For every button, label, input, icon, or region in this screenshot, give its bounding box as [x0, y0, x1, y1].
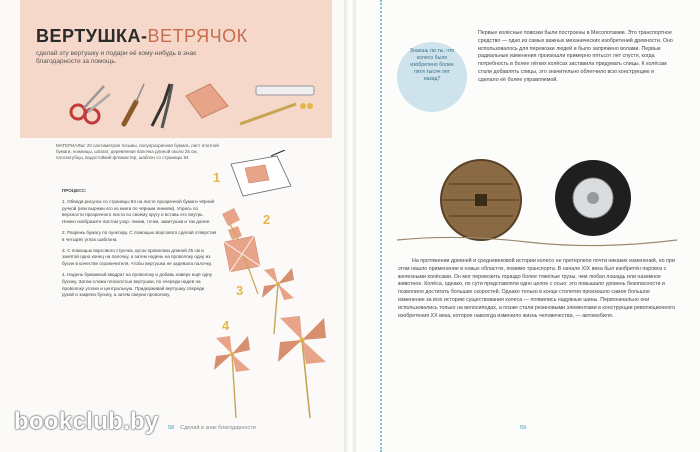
finished-pinwheel-icon — [278, 316, 326, 418]
pinwheel-steps-illustration — [214, 184, 338, 420]
awl-icon — [124, 84, 144, 124]
fact-bubble-text: Знаешь ли ты, что колесо было изобретено более пяти тысяч лет назад? — [409, 48, 455, 82]
section-name: Сделай в знак благодарности — [180, 425, 256, 431]
wire-icon — [256, 86, 314, 109]
book-gutter — [344, 0, 356, 452]
paragraph-1: Первые колёсные повозки были построены в Месопотамии. Это транспортное средство — одно из самых важных механических изобретений древности. Оно использовалось для перевозки людей и было запряжено волами. Первые радиальные изменения произошли примерно пятьсот лет спустя, когда потребность в более лёгких колёсах заставила придумать спицы. К колёсам стали добавлять спицы, это значительно облегчило всю конструкцию и сделало её более управляемой. — [478, 30, 673, 83]
step-2-cut-square-icon — [224, 236, 260, 294]
step-4-pinwheel-icon — [214, 336, 250, 418]
step-number-1: 1 — [213, 170, 221, 185]
page-title — [36, 26, 248, 47]
steps-list — [62, 188, 217, 303]
materials-note: МАТЕРИАЛЫ: 20 сантиметров тесьмы, полупрозрачная бумага, лист плотной бумаги, ножницы, шпагат, деревянная палочка длиной около 25 см, плоскогубцы, водостойкий фломастер, шаблон со страницы 94 — [56, 143, 219, 160]
tools-illustration — [60, 72, 320, 132]
watermark-logo: bookclub.by — [14, 408, 159, 435]
title-part-1: ВЕРТУШКА- — [36, 26, 148, 46]
title-part-2: ВЕТРЯЧОК — [147, 26, 248, 46]
wooden-wheel-icon — [441, 160, 521, 240]
steps-label: ПРОЦЕСС: — [62, 188, 87, 193]
dotted-margin-line — [380, 0, 382, 452]
stick-icon — [240, 104, 296, 124]
left-footer — [168, 425, 256, 431]
paragraph-2: На протяжении древней и средневековой истории колесо не претерпело почти никаких изменений, но при этом нашло применение в новых областях, помимо транспорта. В начале XIX века был изобретён паровоз с железными колёсами. Он мог перевозить гораздо более тяжёлые грузы, чем любая лошадь или наземное животное. Колёса, однако, по сути представляли одно целое с осью: это повышало уровень безопасности и позволило достигать больших скоростей. Однако только в конце столетия произошло самое большое изменение за всю историю существования колеса — появились надувные шины. Первоначально они использовались только на велосипедах, а позже стали резиновыми элементами в конструкции революционного изобретения XX века, которое навсегда изменило жизнь человечества, — автомобиля. — [398, 258, 676, 319]
step-3: 3. С помощью ворсового строчка, кусок проволоки длиной 25 см и занятой одно конец на палочку, а затем надень на проволоку одну из бусин в качестве ограничителя, чтобы вертушка не задевала палочку. — [62, 247, 213, 267]
page-subtitle: сделай эту вертушку и подари её кому-нибудь в знак благодарности за помощь. — [36, 50, 197, 65]
step-4: 4. Надень бумажный квадрат на проволоку и добавь наверх ещё одну бусину. Затем сложи плоскостью вертушки, по очереди надев на проволоку уголки и центральную. Придерживай вертушку спереди рукой и закрепи бусину, а затем сверни проволоку. — [62, 271, 212, 298]
scissors-icon — [71, 86, 110, 123]
pliers-icon — [152, 84, 172, 128]
step-number-2: 2 — [263, 212, 271, 227]
left-page-number: 58 — [168, 425, 175, 431]
step-1: 1. Обведи рисунок со страницы 94 на листе прозрачной бумаги чёрной ручкой (или вырежи его из книги по чёрным линиям). Упрись по верхности прозрачного листа по своему кругу и вставь его внутрь. Нежно изобразите листом узор: линии, точки, завитушки и так далее. — [62, 198, 215, 225]
step-number-4: 4 — [222, 318, 230, 333]
step-2: 2. Разрежь бумагу по пунктиру. С помощью ворсового сделай отверстия в четырёх углах шаблона. — [62, 229, 217, 242]
wheels-illustration — [397, 154, 677, 250]
paper-square-icon — [186, 84, 228, 118]
ground-line — [397, 237, 677, 245]
step-number-3: 3 — [236, 283, 244, 298]
right-page-number: 59 — [520, 425, 527, 431]
left-page — [0, 0, 344, 452]
tire-wheel-icon — [555, 160, 631, 236]
